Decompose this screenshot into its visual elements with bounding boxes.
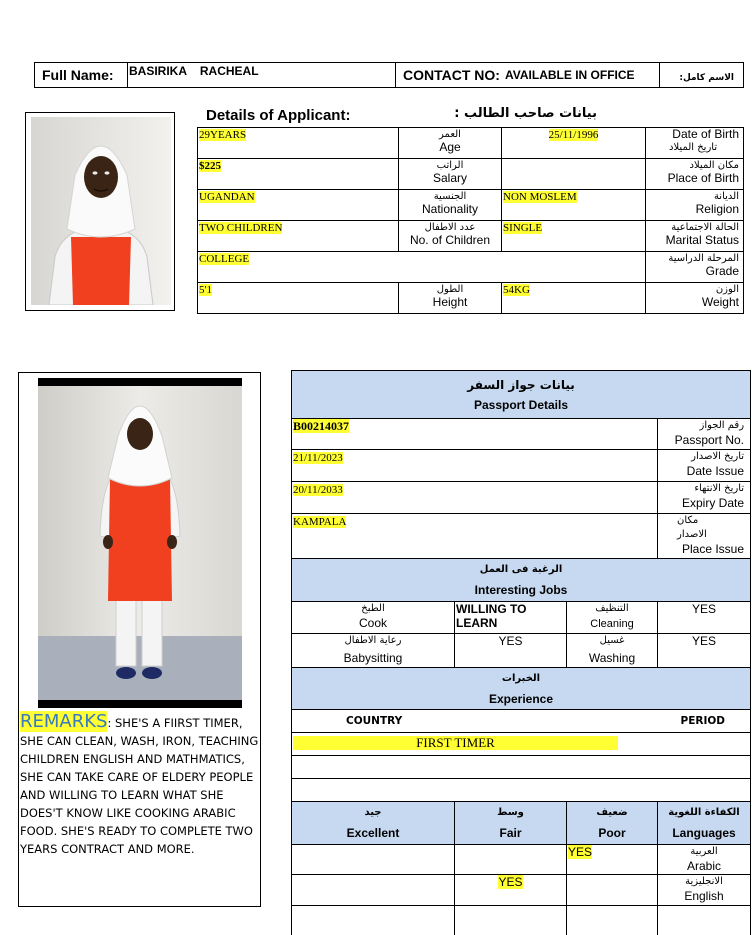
remarks-block [20, 713, 260, 858]
babysitting-value: YES [498, 634, 523, 648]
washing-label-arabic: غسيل [599, 635, 625, 646]
babysitting-label: Babysitting [343, 651, 403, 665]
expiry-date-label: Expiry Date [682, 496, 745, 510]
experience-row-2 [292, 756, 751, 779]
cleaning-label-cell [567, 602, 658, 634]
place-issue-value: KAMPALA [293, 516, 347, 528]
cook-value: WILLING TO LEARN [456, 602, 527, 630]
dob-label-cell [646, 128, 744, 159]
passport-details-table [291, 370, 751, 935]
weight-label-arabic: الوزن [715, 284, 739, 295]
religion-label: Religion [695, 202, 739, 216]
expiry-date-label-arabic: تاريخ الانتهاء [694, 483, 745, 494]
full-name-label-cell [35, 63, 128, 87]
fair-header-arabic: وسط [497, 807, 524, 818]
jobs-row-cook-cleaning [292, 602, 751, 634]
marital-value-cell [502, 221, 646, 252]
experience-empty-cell [292, 756, 751, 779]
height-label-cell [399, 283, 502, 314]
english-label-cell [658, 875, 751, 906]
experience-entry-cell [292, 733, 751, 756]
passport-title-arabic: بيانات جواز السفر [467, 377, 575, 392]
arabic-excellent-cell [292, 845, 455, 875]
arabic-name-cell [660, 63, 744, 87]
salary-label: Salary [432, 171, 467, 185]
age-label-arabic: العمر [439, 129, 461, 140]
details-title-arabic: بيانات صاحب الطالب : [454, 106, 597, 121]
religion-value-cell [502, 190, 646, 221]
experience-section-header-cell [292, 668, 751, 710]
nationality-label-cell [399, 190, 502, 221]
jobs-row-babysitting-washing [292, 634, 751, 668]
children-label-cell [399, 221, 502, 252]
religion-value: NON MOSLEM [503, 191, 577, 203]
expiry-date-label-cell [658, 482, 751, 514]
english-fair-value: YES [498, 875, 523, 889]
language-row-english [292, 875, 751, 906]
languages-header-arabic: الكفاءة اللغوية [668, 807, 740, 818]
grade-label-cell [646, 252, 744, 283]
babysitting-label-cell [292, 634, 455, 668]
details-row-children-marital [198, 221, 744, 252]
cleaning-value-cell [658, 602, 751, 634]
jobs-section-header-cell [292, 559, 751, 602]
jobs-title: Interesting Jobs [474, 583, 568, 597]
fair-header-cell [455, 802, 567, 845]
height-label: Height [432, 295, 468, 309]
experience-entry: FIRST TIMER [293, 736, 618, 750]
english-poor-cell [567, 875, 658, 906]
expiry-date-value-cell [292, 482, 658, 514]
grade-label-arabic: المرحلة الدراسية [668, 253, 739, 264]
cleaning-value: YES [692, 602, 717, 616]
passport-number-label: Passport No. [674, 433, 745, 447]
experience-row-3 [292, 779, 751, 802]
passport-number-label-arabic: رقم الجواز [699, 420, 745, 431]
salary-label-arabic: الراتب [436, 160, 464, 171]
place-issue-label-arabic-1: مكان [677, 515, 699, 526]
experience-country-header: COUNTRY [346, 715, 403, 727]
dob-value: 25/11/1996 [548, 129, 599, 141]
poor-header: Poor [598, 826, 626, 840]
cook-label: Cook [358, 616, 387, 630]
experience-empty-cell [292, 779, 751, 802]
excellent-header-arabic: جيد [364, 807, 382, 818]
cleaning-label-arabic: التنظيف [595, 603, 629, 614]
pob-label-arabic: مكان الميلاد [689, 160, 739, 171]
arabic-poor-value: YES [568, 845, 593, 859]
washing-label: Washing [588, 651, 636, 665]
weight-value-cell [502, 283, 646, 314]
passport-number-value-cell [292, 419, 658, 450]
jobs-section-header [292, 559, 751, 602]
arabic-poor-cell [567, 845, 658, 875]
details-row-salary-pob [198, 159, 744, 190]
contact-label: CONTACT NO: [403, 67, 500, 83]
marital-label: Marital Status [665, 233, 739, 247]
header-row [34, 62, 744, 88]
marital-label-arabic: الحالة الاجتماعية [671, 222, 739, 233]
contact-value: AVAILABLE IN OFFICE [505, 68, 635, 82]
dob-value-cell [502, 128, 646, 159]
passport-section-header [292, 371, 751, 419]
age-label-cell [399, 128, 502, 159]
expiry-date-value: 20/11/2033 [293, 484, 343, 496]
experience-column-headers [292, 710, 751, 733]
place-issue-label-arabic-2: الاصدار [677, 529, 707, 540]
english-label: English [684, 889, 724, 903]
applicant-photo-frame [25, 112, 175, 311]
marital-label-cell [646, 221, 744, 252]
arabic-label-cell [658, 845, 751, 875]
washing-label-cell [567, 634, 658, 668]
english-label-arabic: الانجليزية [685, 876, 723, 887]
salary-value: $225 [199, 160, 221, 172]
full-name-label: Full Name: [42, 67, 114, 83]
cook-label-cell [292, 602, 455, 634]
expiry-date-row [292, 482, 751, 514]
children-value-cell [198, 221, 399, 252]
experience-title-arabic: الخبرات [501, 672, 541, 684]
cleaning-label: Cleaning [590, 618, 634, 630]
full-name-cell [128, 63, 396, 87]
grade-value: COLLEGE [199, 253, 250, 265]
empty-language-cell [455, 906, 567, 935]
passport-number-value: B00214037 [293, 419, 350, 433]
weight-label-cell [646, 283, 744, 314]
languages-header-cell [658, 802, 751, 845]
age-value-cell [198, 128, 399, 159]
pob-label: Place of Birth [667, 171, 739, 185]
english-excellent-cell [292, 875, 455, 906]
jobs-title-arabic: الرغبة فى العمل [479, 564, 563, 575]
children-label-arabic: عدد الاطفال [424, 222, 476, 233]
nationality-label-arabic: الجنسية [433, 191, 467, 202]
height-value: 5'1 [199, 284, 212, 296]
babysitting-value-cell [455, 634, 567, 668]
cook-label-arabic: الطبخ [361, 603, 385, 614]
age-value: 29YEARS [199, 129, 247, 141]
salary-value-cell [198, 159, 399, 190]
grade-value-cell [198, 252, 646, 283]
full-name-value: BASIRIKA RACHEAL [129, 64, 259, 78]
dob-label-arabic: تاريخ الميلاد [669, 142, 718, 153]
details-row-grade [198, 252, 744, 283]
passport-title: Passport Details [473, 397, 569, 412]
washing-value-cell [658, 634, 751, 668]
full-body-photo-frame [38, 378, 242, 708]
languages-header-row [292, 802, 751, 845]
place-issue-value-cell [292, 514, 658, 559]
details-row-height-weight [198, 283, 744, 314]
fair-header: Fair [499, 826, 522, 840]
passport-section-header-cell [292, 371, 751, 419]
arabic-label-arabic: العربية [690, 846, 718, 857]
experience-row-1 [292, 733, 751, 756]
children-value: TWO CHILDREN [199, 222, 283, 234]
experience-title: Experience [488, 691, 554, 706]
remarks-label: REMARKS [20, 711, 108, 732]
age-label: Age [439, 140, 461, 154]
salary-label-cell [399, 159, 502, 190]
empty-language-cell [567, 906, 658, 935]
nationality-label: Nationality [421, 202, 479, 216]
pob-label-cell [646, 159, 744, 190]
issue-date-row [292, 450, 751, 482]
children-label: No. of Children [409, 233, 491, 247]
applicant-full-body-photo [38, 386, 242, 700]
babysitting-label-arabic: رعاية الاطفال [344, 635, 402, 646]
issue-date-label-arabic: تاريخ الاصدار [691, 451, 745, 462]
language-row-empty [292, 906, 751, 935]
marital-value: SINGLE [503, 222, 543, 234]
details-row-nationality-religion [198, 190, 744, 221]
pob-value-cell [502, 159, 646, 190]
applicant-portrait-photo [31, 117, 171, 305]
nationality-value-cell [198, 190, 399, 221]
grade-label: Grade [705, 264, 739, 278]
contact-cell [396, 63, 660, 87]
religion-label-arabic: الديانة [713, 191, 739, 202]
excellent-header-cell [292, 802, 455, 845]
issue-date-value-cell [292, 450, 658, 482]
place-issue-label: Place Issue [681, 542, 745, 556]
remarks-text: : SHE'S A FIIRST TIMER, SHE CAN CLEAN, WASH, IRON, TEACHING CHILDREN ENGLISH AND MATHMATICS, SHE CAN TAKE CARE OF ELDERY PEOPLE AND WILLING TO LEARN WHAT SHE DOES'T KNOW LIKE COOKING ARABIC FOOD. SHE'S READY TO COMPLETE TWO YEARS CONTRACT AND MORE. [20, 716, 259, 856]
weight-label: Weight [701, 295, 739, 309]
height-value-cell [198, 283, 399, 314]
arabic-name-label: الاسم كامل: [679, 73, 734, 83]
place-issue-row [292, 514, 751, 559]
languages-header: Languages [672, 826, 736, 840]
place-issue-label-cell [658, 514, 751, 559]
empty-language-cell [658, 906, 751, 935]
cook-value-cell [455, 602, 567, 634]
dob-label: Date of Birth [672, 127, 739, 141]
details-title: Details of Applicant: [206, 107, 351, 124]
language-row-arabic [292, 845, 751, 875]
arabic-fair-cell [455, 845, 567, 875]
poor-header-arabic: ضعيف [596, 807, 628, 818]
experience-section-header [292, 668, 751, 710]
experience-column-header-cell [292, 710, 751, 733]
religion-label-cell [646, 190, 744, 221]
details-row-age-dob [198, 128, 744, 159]
nationality-value: UGANDAN [199, 191, 255, 203]
poor-header-cell [567, 802, 658, 845]
passport-number-row [292, 419, 751, 450]
washing-value: YES [692, 634, 717, 648]
empty-language-cell [292, 906, 455, 935]
issue-date-label: Date Issue [686, 464, 745, 478]
excellent-header: Excellent [346, 826, 400, 840]
english-fair-cell [455, 875, 567, 906]
weight-value: 54KG [503, 284, 530, 296]
issue-date-label-cell [658, 450, 751, 482]
arabic-label: Arabic [687, 859, 722, 873]
passport-number-label-cell [658, 419, 751, 450]
experience-period-header: PERIOD [680, 715, 726, 727]
applicant-details-table [197, 127, 744, 314]
height-label-arabic: الطول [436, 284, 464, 295]
issue-date-value: 21/11/2023 [293, 452, 343, 464]
